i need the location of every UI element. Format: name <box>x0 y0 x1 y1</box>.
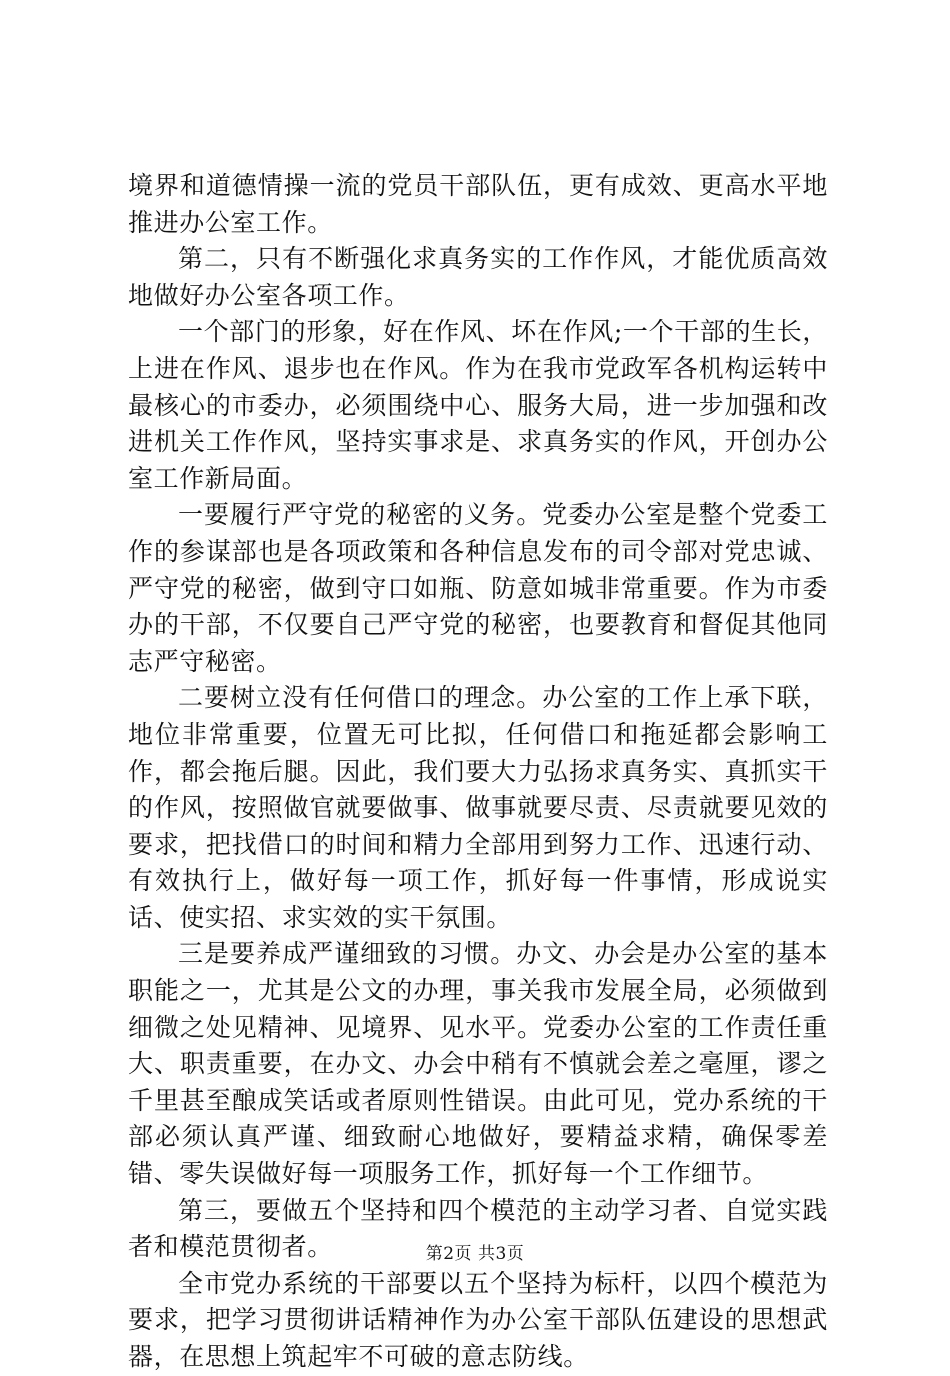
page-number-footer: 第2页 共3页 <box>425 1244 525 1264</box>
paragraph-4: 一要履行严守党的秘密的义务。党委办公室是整个党委工作的参谋部也是各项政策和各种信息发布的司令部对党忠诚、严守党的秘密，做到守口如瓶、防意如城非常重要。作为市委办的干部，不仅要自己严守党的秘密，也要教育和督促其他同志严守秘密。 <box>128 500 828 676</box>
paragraph-1: 境界和道德情操一流的党员干部队伍，更有成效、更高水平地推进办公室工作。 <box>128 171 828 237</box>
paragraph-7: 第三，要做五个坚持和四个模范的主动学习者、自觉实践者和模范贯彻者。 <box>128 1195 828 1262</box>
paragraph-8: 全市党办系统的干部要以五个坚持为标杆，以四个模范为要求，把学习贯彻讲话精神作为办公室干部队伍建设的思想武器，在思想上筑起牢不可破的意志防线。 <box>128 1268 828 1371</box>
document-body <box>128 168 828 1376</box>
paragraph-5: 二要树立没有任何借口的理念。办公室的工作上承下联，地位非常重要，位置无可比拟，任何借口和拖延都会影响工作，都会拖后腿。因此，我们要大力弘扬求真务实、真抓实干的作风，按照做官就要做事、做事就要尽责、尽责就要见效的要求，把找借口的时间和精力全部用到努力工作、迅速行动、有效执行上，做好每一项工作，抓好每一件事情，形成说实话、使实招、求实效的实干氛围。 <box>128 683 828 932</box>
paragraph-6: 三是要养成严谨细致的习惯。办文、办会是办公室的基本职能之一，尤其是公文的办理，事关我市发展全局，必须做到细微之处见精神、见境界、见水平。党委办公室的工作责任重大、职责重要，在办文、办会中稍有不慎就会差之毫厘，谬之千里甚至酿成笑话或者原则性错误。由此可见，党办系统的干部必须认真严谨、细致耐心地做好，要精益求精，确保零差错、零失误做好每一项服务工作，抓好每一个工作细节。 <box>128 939 828 1189</box>
paragraph-3: 一个部门的形象，好在作风、坏在作风;一个干部的生长，上进在作风、退步也在作风。作为在我市党政军各机构运转中最核心的市委办，必须围绕中心、服务大局，进一步加强和改进机关工作作风，坚持实事求是、求真务实的作风，开创办公室工作新局面。 <box>128 317 828 493</box>
paragraph-2: 第二，只有不断强化求真务实的工作作风，才能优质高效地做好办公室各项工作。 <box>128 244 828 310</box>
